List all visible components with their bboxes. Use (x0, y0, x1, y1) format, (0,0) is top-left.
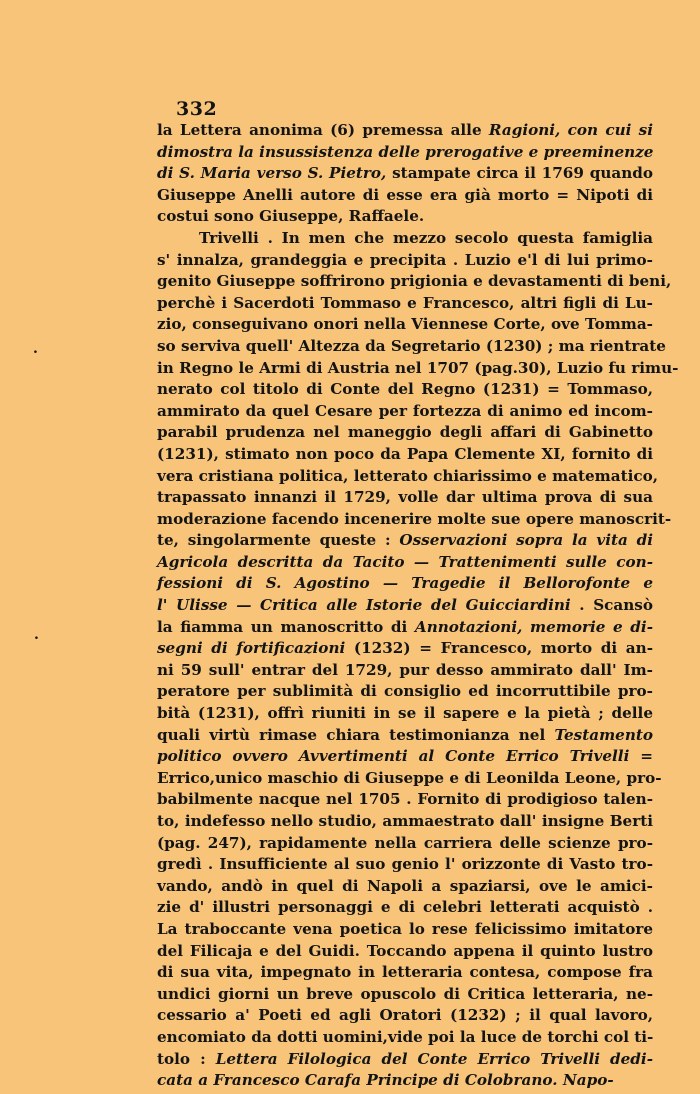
italic-text-segment: di S. Maria verso S. Pietro, (157, 164, 387, 183)
text-line (157, 163, 653, 185)
text-line (157, 725, 653, 747)
text-segment: quali virtù rimase chiara testimonianza nel (157, 725, 555, 744)
body-text (157, 120, 679, 1092)
text-segment: to, indefesso nello studio, ammaestrato dall' insigne Berti (157, 812, 653, 830)
italic-text-segment: politico ovvero Avvertimenti al Conte Errico Trivelli (157, 747, 630, 766)
italic-text-segment: Osservazioni sopra la vita di (399, 531, 653, 550)
text-segment: encomiato da dotti uomini,vide poi la luce de torchi col ti- (157, 1027, 654, 1046)
italic-text-segment: Testamento (554, 725, 653, 744)
text-line (157, 617, 653, 639)
margin-mark: . (33, 341, 38, 357)
text-line (157, 336, 666, 358)
text-line (157, 509, 672, 531)
text-line (157, 768, 662, 790)
text-line (157, 789, 653, 811)
text-line (157, 250, 653, 272)
text-segment: zie d' illustri personaggi e di celebri letterati acquistò . (157, 898, 653, 917)
text-line (157, 379, 653, 401)
text-segment: (1232) = Francesco, morto di an- (345, 639, 653, 658)
text-line (157, 746, 653, 768)
text-line (157, 876, 653, 898)
text-segment: bità (1231), offrì riuniti in se il sapere e la pietà ; delle (157, 704, 653, 723)
text-segment: la fiamma un manoscritto di (157, 617, 415, 636)
text-line (157, 401, 653, 423)
text-line (157, 1049, 653, 1071)
text-line (157, 358, 679, 380)
text-line (157, 1070, 653, 1092)
text-line (157, 984, 653, 1006)
text-segment: moderazione facendo incenerire molte sue opere manoscrit- (157, 509, 672, 528)
text-line (157, 120, 653, 142)
italic-text-segment: Annotazioni, memorie e di- (414, 617, 653, 636)
text-segment: La traboccante vena poetica lo rese felicissimo imitatore (157, 919, 653, 938)
text-segment: so serviva quell' Altezza da Segretario (1230) ; ma rientrate (157, 336, 666, 355)
text-line (157, 941, 653, 963)
italic-text-segment: segni di fortificazioni (157, 639, 346, 658)
text-line (157, 228, 653, 250)
text-line (157, 206, 653, 228)
text-segment: babilmente nacque nel 1705 . Fornito di prodigioso talen- (157, 790, 653, 809)
italic-text-segment: dimostra la insussistenza delle prerogative e preeminenze (157, 142, 654, 161)
text-line (157, 142, 653, 164)
page-number: 332 (176, 98, 218, 120)
italic-text-segment: cata a Francesco Carafa Principe di Colobrano. Napo- (157, 1071, 614, 1090)
text-segment: undici giorni un breve opuscolo di Critica letteraria, ne- (157, 984, 653, 1003)
text-line (157, 185, 653, 207)
text-line (157, 919, 653, 941)
text-line (157, 530, 653, 552)
text-segment: ammirato da quel Cesare per fortezza di animo ed incom- (157, 401, 653, 420)
text-segment: del Filicaja e del Guidi. Toccando appena il quinto lustro (157, 941, 653, 960)
text-line (157, 681, 653, 703)
text-line (157, 271, 672, 293)
text-line (157, 552, 653, 574)
text-segment: trapassato innanzi il 1729, volle dar ultima prova di sua (157, 488, 653, 507)
text-segment: = (629, 747, 653, 766)
text-segment: costui sono Giuseppe, Raffaele. (157, 207, 425, 226)
text-segment: ni 59 sull' entrar del 1729, pur desso ammirato dall' Im- (157, 660, 653, 679)
text-line (157, 660, 653, 682)
text-segment: (pag. 247), rapidamente nella carriera delle scienze pro- (157, 833, 653, 852)
text-segment: Errico,unico maschio di Giuseppe e di Leonilda Leone, pro- (157, 768, 662, 787)
text-line (157, 422, 653, 444)
text-segment: (1231), stimato non poco da Papa Clemente XI, fornito di (157, 444, 653, 463)
italic-text-segment: fessioni di S. Agostino — Tragedie il Bellorofonte e (157, 574, 653, 593)
text-line (157, 1005, 653, 1027)
text-line (157, 811, 653, 833)
text-segment: cessario a' Poeti ed agli Oratori (1232) ; il qual lavoro, (157, 1006, 653, 1025)
text-segment: perchè i Sacerdoti Tommaso e Francesco, altri figli di Lu- (157, 293, 653, 312)
text-segment: di sua vita, impegnato in letteraria contesa, compose fra (157, 963, 653, 982)
text-segment: te, singolarmente queste : (157, 531, 400, 550)
text-segment: s' innalza, grandeggia e precipita . Luzio e'l di lui primo- (157, 250, 653, 269)
text-line (157, 1027, 653, 1049)
italic-text-segment: Lettera Filologica del Conte Errico Trivelli dedi- (215, 1049, 653, 1068)
text-segment: genito Giuseppe soffrirono prigionia e devastamenti di beni, (157, 272, 672, 291)
text-line (157, 444, 653, 466)
italic-text-segment: Agricola descritta da Tacito — Trattenimenti sulle con- (157, 552, 653, 571)
text-line (157, 854, 653, 876)
text-segment: in Regno le Armi di Austria nel 1707 (pag.30), Luzio fu rimu- (157, 358, 679, 377)
text-line (157, 293, 653, 315)
text-line (157, 897, 653, 919)
text-segment: Trivelli . In men che mezzo secolo questa famiglia (199, 228, 653, 247)
text-segment: peratore per sublimità di consiglio ed incorruttibile pro- (157, 682, 653, 701)
text-segment: Giuseppe Anelli autore di esse era già morto = Nipoti di (157, 185, 653, 204)
text-segment: nerato col titolo di Conte del Regno (1231) = Tommaso, (157, 380, 653, 399)
italic-text-segment: l' Ulisse — Critica alle Istorie del Guicciardini (157, 596, 571, 615)
text-line (157, 833, 653, 855)
text-line (157, 703, 653, 725)
text-segment: vando, andò in quel di Napoli a spaziarsi, ove le amici- (157, 876, 653, 895)
text-segment: vera cristiana politica, letterato chiarissimo e matematico, (157, 466, 659, 485)
text-line (157, 573, 653, 595)
text-line (157, 595, 653, 617)
text-segment: . Scansò (570, 596, 653, 615)
text-segment: parabil prudenza nel maneggio degli affari di Gabinetto (157, 423, 653, 442)
text-line (157, 638, 653, 660)
text-line (157, 466, 659, 488)
text-line (157, 487, 653, 509)
text-segment: tolo : (157, 1049, 216, 1068)
text-segment: gredì . Insufficiente al suo genio l' orizzonte di Vasto tro- (157, 855, 653, 874)
text-segment: la Lettera anonima (6) premessa alle (157, 121, 489, 139)
text-segment: stampate circa il 1769 quando (386, 164, 653, 183)
margin-mark: . (34, 627, 39, 643)
text-line (157, 314, 653, 336)
text-line (157, 962, 653, 984)
italic-text-segment: Ragioni, con cui si (488, 121, 654, 139)
text-segment: zio, conseguivano onori nella Viennese Corte, ove Tomma- (157, 315, 653, 334)
